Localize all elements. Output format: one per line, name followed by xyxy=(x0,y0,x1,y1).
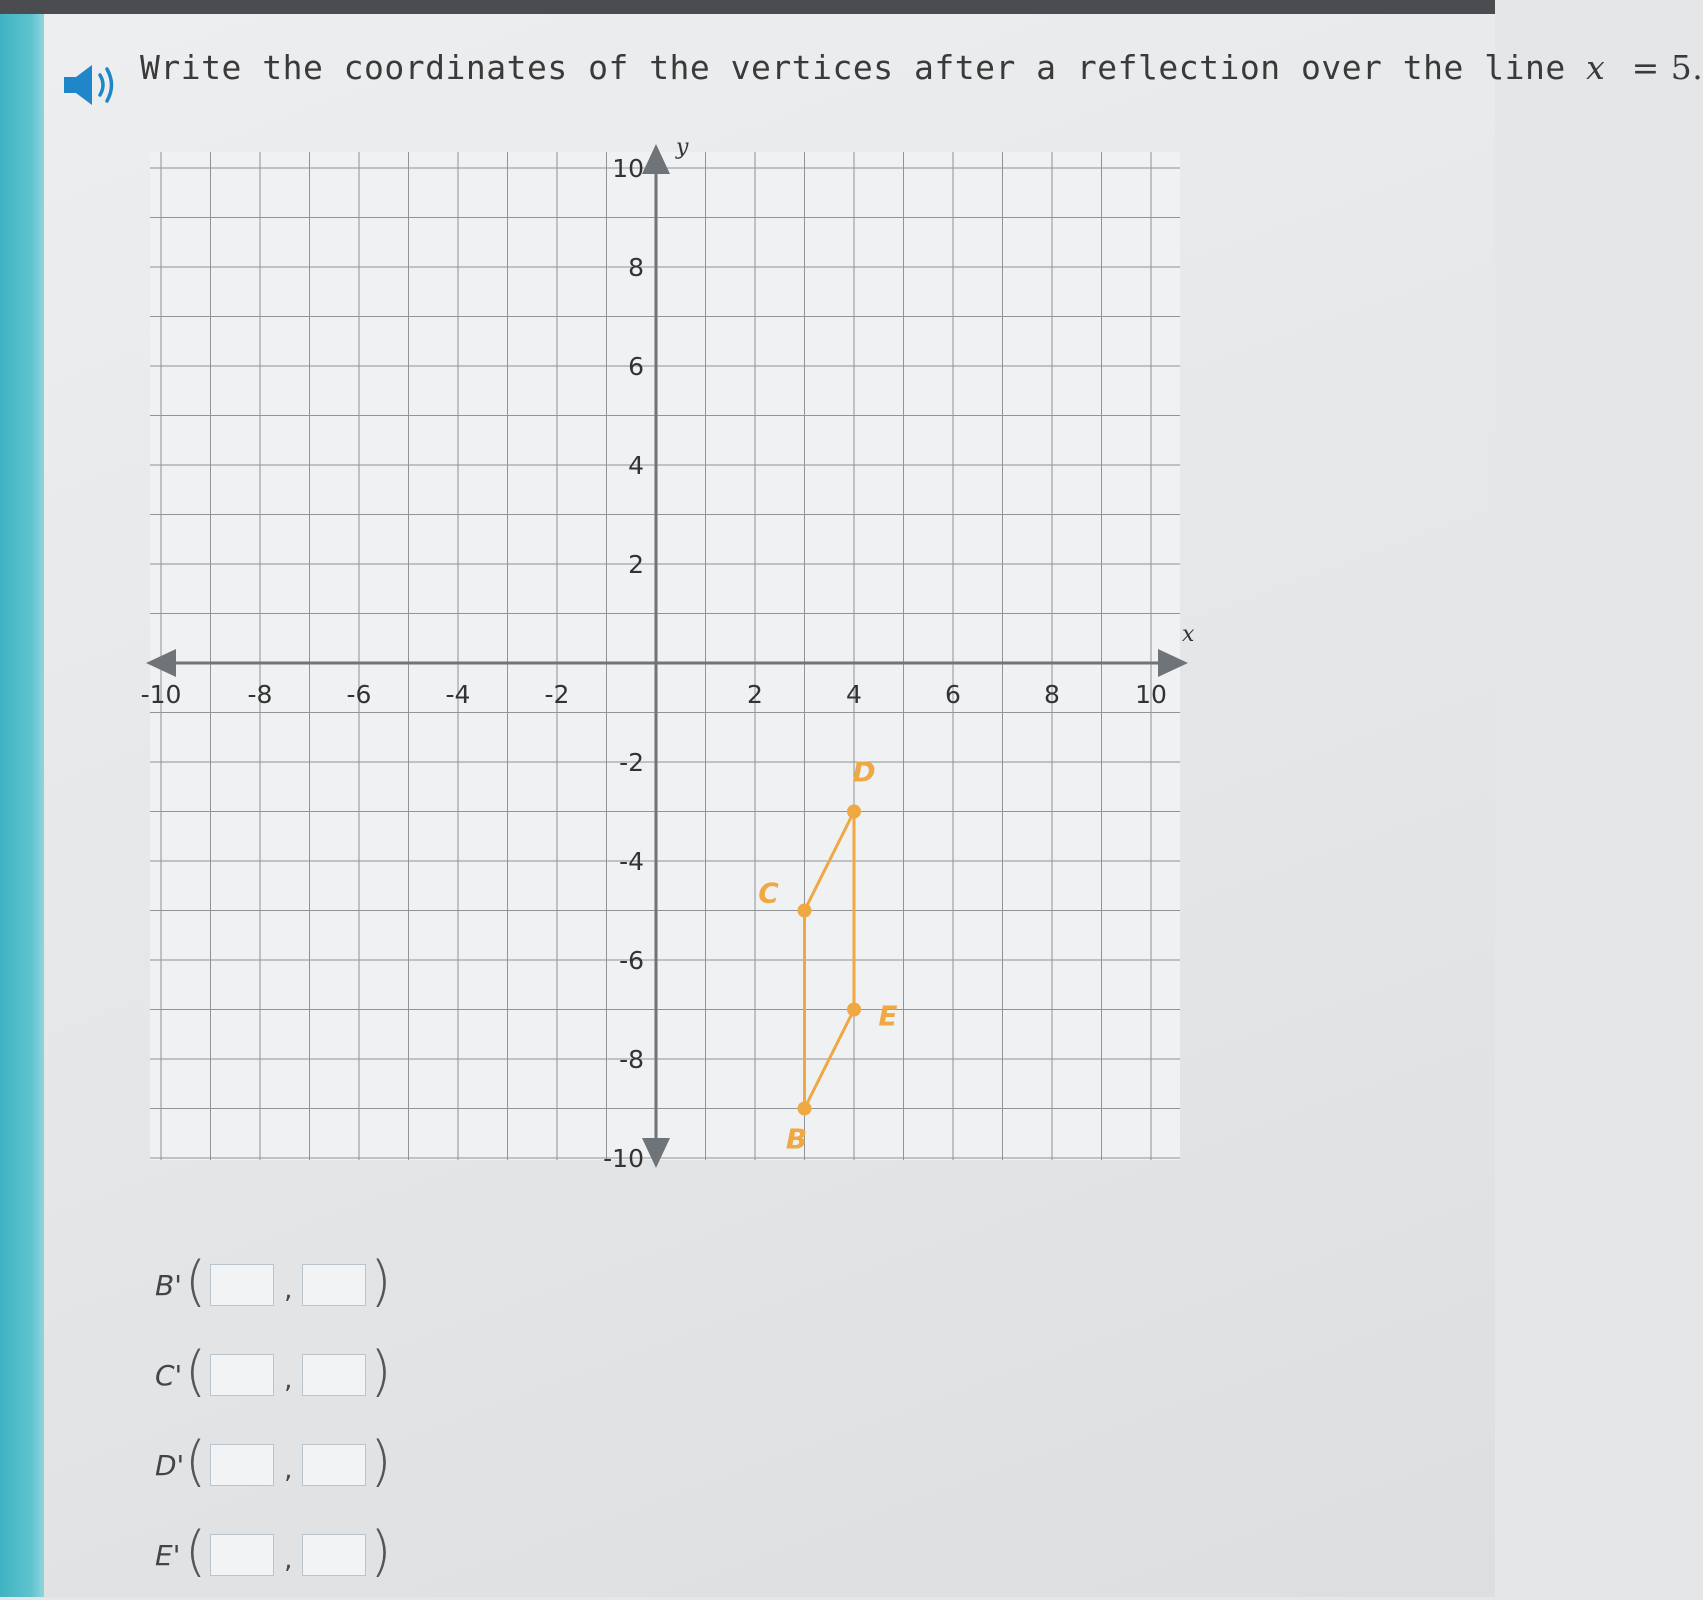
x-tick-label: -4 xyxy=(445,680,471,709)
x-tick-label: 2 xyxy=(747,680,763,709)
vertex-label-B: B xyxy=(785,1122,808,1156)
vertex-point-C[interactable] xyxy=(798,904,812,918)
y-tick-label: 8 xyxy=(628,253,644,282)
close-paren: ) xyxy=(370,1340,392,1403)
x-tick-label: -2 xyxy=(544,680,570,709)
answer-row xyxy=(155,1420,391,1510)
answer-label: D' xyxy=(155,1448,185,1482)
answer-label: E' xyxy=(155,1538,181,1572)
y-tick-label: 6 xyxy=(628,352,644,381)
answer-row xyxy=(155,1330,391,1420)
y-tick-label: 2 xyxy=(628,550,644,579)
answer-row xyxy=(155,1510,391,1600)
y-coordinate-input[interactable] xyxy=(302,1354,366,1396)
x-tick-label: -6 xyxy=(346,680,372,709)
left-edge-strip xyxy=(0,14,44,1597)
y-tick-label: -2 xyxy=(619,748,644,777)
x-tick-label: -8 xyxy=(247,680,273,709)
y-tick-label: -8 xyxy=(619,1045,644,1074)
y-tick-label: -4 xyxy=(619,847,644,876)
open-paren: ( xyxy=(185,1520,207,1583)
close-paren: ) xyxy=(370,1430,392,1493)
x-coordinate-input[interactable] xyxy=(210,1354,274,1396)
answer-label: B' xyxy=(155,1268,182,1302)
y-axis-label: y xyxy=(676,135,689,160)
x-tick-label: 6 xyxy=(945,680,961,709)
line-variable: x xyxy=(1586,48,1606,87)
y-tick-label: 10 xyxy=(612,154,644,183)
vertex-point-D[interactable] xyxy=(847,805,861,819)
y-coordinate-input[interactable] xyxy=(302,1264,366,1306)
x-tick-label: 8 xyxy=(1044,680,1060,709)
answer-label: C' xyxy=(155,1358,183,1392)
y-tick-label: -6 xyxy=(619,946,644,975)
x-tick-label: 10 xyxy=(1135,680,1167,709)
x-tick-label: 4 xyxy=(846,680,862,709)
close-paren: ) xyxy=(370,1520,392,1583)
comma-separator: , xyxy=(284,1365,293,1395)
vertex-point-E[interactable] xyxy=(847,1003,861,1017)
comma-separator: , xyxy=(284,1545,293,1575)
read-aloud-button[interactable] xyxy=(60,60,122,110)
question-text xyxy=(140,48,1703,87)
y-coordinate-input[interactable] xyxy=(302,1534,366,1576)
vertex-label-D: D xyxy=(852,755,876,789)
close-paren: ) xyxy=(370,1250,392,1313)
x-tick-label: -10 xyxy=(140,680,182,709)
open-paren: ( xyxy=(185,1430,207,1493)
comma-separator: , xyxy=(284,1455,293,1485)
open-paren: ( xyxy=(185,1250,207,1313)
coordinate-graph[interactable] xyxy=(140,130,1220,1210)
y-coordinate-input[interactable] xyxy=(302,1444,366,1486)
y-tick-label: 4 xyxy=(628,451,644,480)
vertex-label-E: E xyxy=(878,999,898,1033)
x-coordinate-input[interactable] xyxy=(210,1444,274,1486)
line-equation: = 5. xyxy=(1631,48,1703,87)
x-coordinate-input[interactable] xyxy=(210,1534,274,1576)
graph-background xyxy=(150,152,1180,1160)
answer-section xyxy=(155,1240,391,1600)
question-prompt: Write the coordinates of the vertices after a reflection over the line xyxy=(140,48,1566,87)
comma-separator: , xyxy=(284,1275,293,1305)
open-paren: ( xyxy=(185,1340,207,1403)
y-tick-label: -10 xyxy=(603,1144,644,1173)
vertex-point-B[interactable] xyxy=(798,1102,812,1116)
vertex-label-C: C xyxy=(758,876,779,910)
x-coordinate-input[interactable] xyxy=(210,1264,274,1306)
x-axis-label: x xyxy=(1182,622,1195,647)
top-bar xyxy=(0,0,1495,14)
answer-row xyxy=(155,1240,391,1330)
speaker-icon xyxy=(60,60,122,110)
